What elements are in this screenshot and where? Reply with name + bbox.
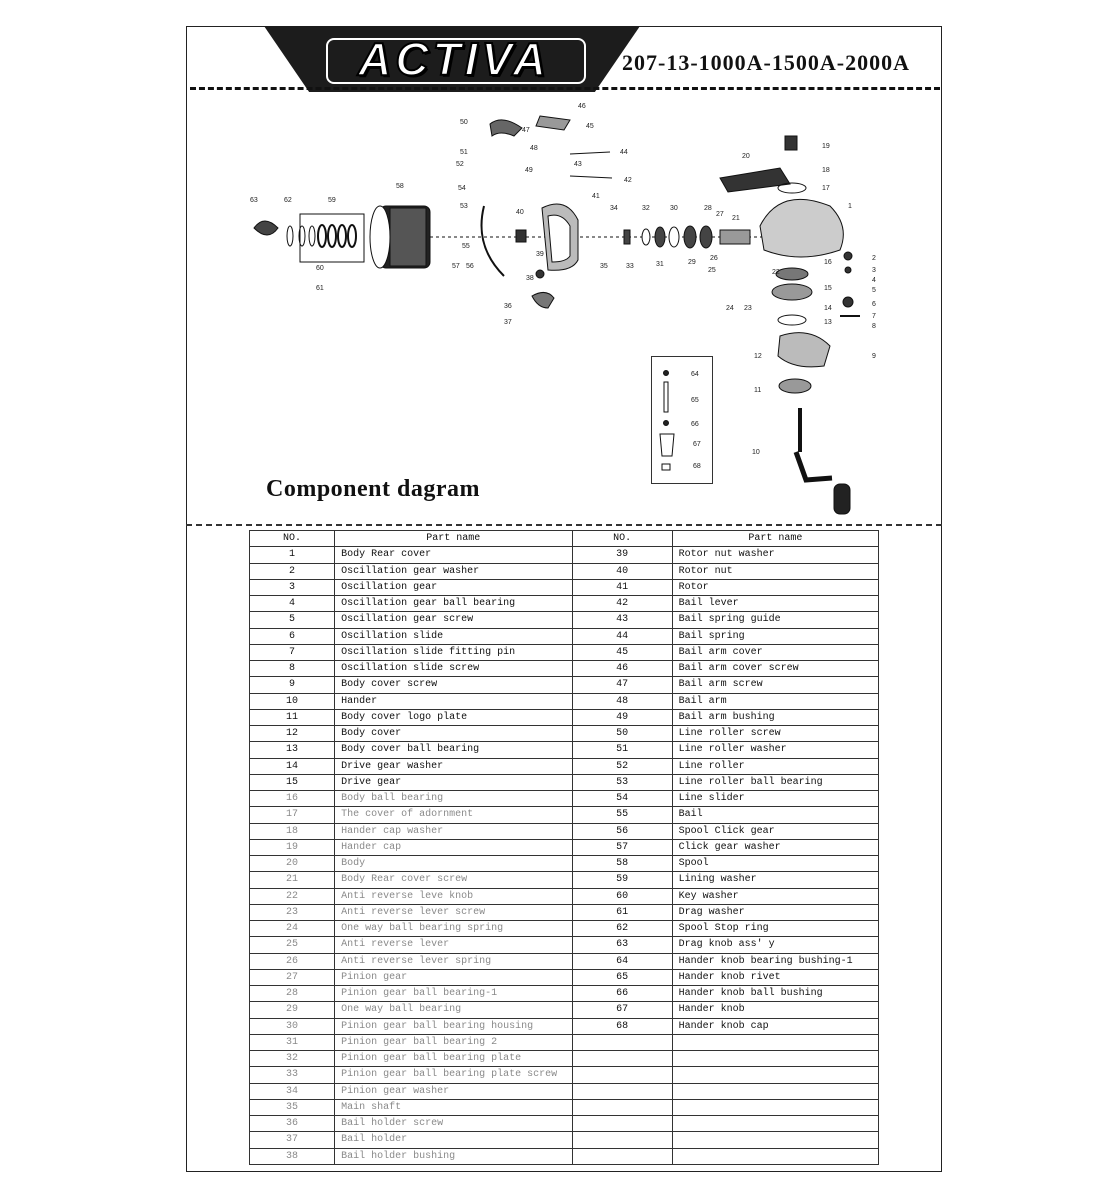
handle-knob-part xyxy=(834,484,850,514)
callout-44: 44 xyxy=(620,149,628,156)
left-part-name: Pinion gear ball bearing 2 xyxy=(335,1034,572,1050)
left-part-no: 35 xyxy=(250,1099,335,1115)
callout-26: 26 xyxy=(710,255,718,262)
left-part-name: One way ball bearing xyxy=(335,1002,572,1018)
table-row xyxy=(250,807,879,823)
left-part-name: Pinion gear ball bearing housing xyxy=(335,1018,572,1034)
right-part-no: 59 xyxy=(572,872,672,888)
body-assembly xyxy=(720,136,860,514)
left-part-name: Body ball bearing xyxy=(335,791,572,807)
left-part-no: 19 xyxy=(250,839,335,855)
callout-40: 40 xyxy=(516,209,524,216)
callout-35: 35 xyxy=(600,263,608,270)
bail-arm-part xyxy=(490,120,522,136)
rotor-assembly xyxy=(482,116,613,308)
callout-32: 32 xyxy=(642,205,650,212)
header-no-left: NO. xyxy=(250,531,335,547)
right-part-no: 55 xyxy=(572,807,672,823)
table-row xyxy=(250,969,879,985)
diagram-title: Component dagram xyxy=(266,476,481,502)
right-part-name: Hander knob rivet xyxy=(672,969,878,985)
callout-8: 8 xyxy=(872,323,876,330)
handle-knob-legend-box xyxy=(651,356,713,484)
table-row xyxy=(250,856,879,872)
callout-39: 39 xyxy=(536,251,544,258)
right-part-no: 65 xyxy=(572,969,672,985)
left-part-name: Hander xyxy=(335,693,572,709)
right-part-name: Line roller xyxy=(672,758,878,774)
right-part-name: Spool Click gear xyxy=(672,823,878,839)
left-part-no: 2 xyxy=(250,563,335,579)
table-row xyxy=(250,644,879,660)
right-part-no-empty xyxy=(572,1132,672,1148)
callout-43: 43 xyxy=(574,161,582,168)
right-part-no: 39 xyxy=(572,547,672,563)
callout-41: 41 xyxy=(592,193,600,200)
table-row xyxy=(250,774,879,790)
right-part-name: Bail arm bushing xyxy=(672,709,878,725)
callout-60: 60 xyxy=(316,265,324,272)
callout-62: 62 xyxy=(284,197,292,204)
left-part-no: 16 xyxy=(250,791,335,807)
callout-28: 28 xyxy=(704,205,712,212)
left-part-no: 5 xyxy=(250,612,335,628)
right-part-name: Bail arm cover xyxy=(672,644,878,660)
left-part-no: 25 xyxy=(250,937,335,953)
table-row xyxy=(250,1002,879,1018)
right-part-name-empty xyxy=(672,1099,878,1115)
right-part-name: Rotor xyxy=(672,579,878,595)
callout-64: 64 xyxy=(691,371,699,378)
callout-63: 63 xyxy=(250,197,258,204)
left-part-no: 15 xyxy=(250,774,335,790)
table-row xyxy=(250,921,879,937)
callout-42: 42 xyxy=(624,177,632,184)
right-part-name: Rotor nut xyxy=(672,563,878,579)
table-row xyxy=(250,1067,879,1083)
left-part-no: 30 xyxy=(250,1018,335,1034)
right-part-name-empty xyxy=(672,1067,878,1083)
left-part-name: Pinion gear ball bearing-1 xyxy=(335,986,572,1002)
right-part-no: 43 xyxy=(572,612,672,628)
callout-51: 51 xyxy=(460,149,468,156)
right-part-no-empty xyxy=(572,1083,672,1099)
right-part-no: 67 xyxy=(572,1002,672,1018)
table-row xyxy=(250,986,879,1002)
table-row xyxy=(250,1083,879,1099)
callout-61: 61 xyxy=(316,285,324,292)
header-no-right: NO. xyxy=(572,531,672,547)
right-part-no: 42 xyxy=(572,596,672,612)
right-part-name-empty xyxy=(672,1034,878,1050)
right-part-name-empty xyxy=(672,1132,878,1148)
model-numbers: 207-13-1000A-1500A-2000A xyxy=(622,50,910,75)
right-part-name: Hander knob ball bushing xyxy=(672,986,878,1002)
rear-cover-part xyxy=(720,168,790,192)
callout-22: 22 xyxy=(772,269,780,276)
left-part-name: Oscillation slide fitting pin xyxy=(335,644,572,660)
left-part-name: Bail holder bushing xyxy=(335,1148,572,1164)
table-row xyxy=(250,1132,879,1148)
table-row xyxy=(250,953,879,969)
left-part-name: Oscillation gear ball bearing xyxy=(335,596,572,612)
left-part-name: Pinion gear ball bearing plate screw xyxy=(335,1067,572,1083)
callout-59: 59 xyxy=(328,197,336,204)
left-part-name: Drive gear xyxy=(335,774,572,790)
left-part-name: Pinion gear xyxy=(335,969,572,985)
left-part-no: 1 xyxy=(250,547,335,563)
right-part-no: 64 xyxy=(572,953,672,969)
right-part-no: 66 xyxy=(572,986,672,1002)
right-part-no-empty xyxy=(572,1099,672,1115)
left-part-name: Body xyxy=(335,856,572,872)
right-part-no-empty xyxy=(572,1116,672,1132)
left-part-no: 36 xyxy=(250,1116,335,1132)
left-part-name: Pinion gear washer xyxy=(335,1083,572,1099)
left-part-no: 38 xyxy=(250,1148,335,1164)
callout-66: 66 xyxy=(691,421,699,428)
right-part-no: 62 xyxy=(572,921,672,937)
left-part-no: 21 xyxy=(250,872,335,888)
right-part-no: 50 xyxy=(572,726,672,742)
left-part-no: 13 xyxy=(250,742,335,758)
right-part-no-empty xyxy=(572,1148,672,1164)
table-row xyxy=(250,547,879,563)
table-row xyxy=(250,791,879,807)
left-part-no: 24 xyxy=(250,921,335,937)
callout-9: 9 xyxy=(872,353,876,360)
callout-45: 45 xyxy=(586,123,594,130)
callout-30: 30 xyxy=(670,205,678,212)
left-part-name: Body Rear cover screw xyxy=(335,872,572,888)
callout-36: 36 xyxy=(504,303,512,310)
left-part-no: 20 xyxy=(250,856,335,872)
callout-10: 10 xyxy=(752,449,760,456)
bail-arm-cover-part xyxy=(536,116,570,130)
table-row xyxy=(250,1116,879,1132)
callout-37: 37 xyxy=(504,319,512,326)
left-part-no: 34 xyxy=(250,1083,335,1099)
right-part-no: 53 xyxy=(572,774,672,790)
right-part-no: 61 xyxy=(572,904,672,920)
right-part-name: Lining washer xyxy=(672,872,878,888)
right-part-name-empty xyxy=(672,1148,878,1164)
right-part-name: Click gear washer xyxy=(672,839,878,855)
table-row xyxy=(250,563,879,579)
right-part-no: 46 xyxy=(572,661,672,677)
right-part-name: Bail arm cover screw xyxy=(672,661,878,677)
callout-33: 33 xyxy=(626,263,634,270)
left-part-name: Body cover ball bearing xyxy=(335,742,572,758)
left-part-name: Body cover xyxy=(335,726,572,742)
callout-1: 1 xyxy=(848,203,852,210)
body-part xyxy=(760,199,843,257)
left-part-no: 14 xyxy=(250,758,335,774)
pinion-assembly xyxy=(624,226,750,248)
header-part-name-left: Part name xyxy=(335,531,572,547)
callout-29: 29 xyxy=(688,259,696,266)
right-part-no: 68 xyxy=(572,1018,672,1034)
left-part-name: Anti reverse leve knob xyxy=(335,888,572,904)
left-part-no: 33 xyxy=(250,1067,335,1083)
left-part-no: 12 xyxy=(250,726,335,742)
callout-68: 68 xyxy=(693,463,701,470)
right-part-name-empty xyxy=(672,1051,878,1067)
right-part-no: 51 xyxy=(572,742,672,758)
right-part-name: Drag washer xyxy=(672,904,878,920)
callout-31: 31 xyxy=(656,261,664,268)
callout-18: 18 xyxy=(822,167,830,174)
callout-7: 7 xyxy=(872,313,876,320)
callout-67: 67 xyxy=(693,441,701,448)
table-row xyxy=(250,1099,879,1115)
callout-56: 56 xyxy=(466,263,474,270)
left-part-no: 8 xyxy=(250,661,335,677)
right-part-no: 48 xyxy=(572,693,672,709)
left-part-no: 22 xyxy=(250,888,335,904)
left-part-name: Hander cap xyxy=(335,839,572,855)
right-part-name: Hander knob cap xyxy=(672,1018,878,1034)
left-part-no: 18 xyxy=(250,823,335,839)
right-part-name: Bail xyxy=(672,807,878,823)
table-row xyxy=(250,596,879,612)
callout-5: 5 xyxy=(872,287,876,294)
right-part-no: 40 xyxy=(572,563,672,579)
left-part-no: 32 xyxy=(250,1051,335,1067)
right-part-name: Hander knob xyxy=(672,1002,878,1018)
table-row xyxy=(250,937,879,953)
left-part-no: 9 xyxy=(250,677,335,693)
header-divider xyxy=(190,87,940,90)
right-part-name: Bail lever xyxy=(672,596,878,612)
right-part-no: 54 xyxy=(572,791,672,807)
right-part-no-empty xyxy=(572,1067,672,1083)
callout-54: 54 xyxy=(458,185,466,192)
left-part-no: 23 xyxy=(250,904,335,920)
left-part-no: 37 xyxy=(250,1132,335,1148)
callout-57: 57 xyxy=(452,263,460,270)
left-part-name: Bail holder screw xyxy=(335,1116,572,1132)
callout-2: 2 xyxy=(872,255,876,262)
left-part-name: Body Rear cover xyxy=(335,547,572,563)
parts-table xyxy=(249,530,879,1165)
left-part-no: 7 xyxy=(250,644,335,660)
right-part-no: 60 xyxy=(572,888,672,904)
callout-58: 58 xyxy=(396,183,404,190)
table-row xyxy=(250,904,879,920)
right-part-no-empty xyxy=(572,1051,672,1067)
table-row xyxy=(250,661,879,677)
left-part-no: 27 xyxy=(250,969,335,985)
table-row xyxy=(250,677,879,693)
left-part-no: 26 xyxy=(250,953,335,969)
table-row xyxy=(250,872,879,888)
right-part-name: Spool Stop ring xyxy=(672,921,878,937)
right-part-no: 56 xyxy=(572,823,672,839)
right-part-no: 47 xyxy=(572,677,672,693)
left-part-no: 17 xyxy=(250,807,335,823)
right-part-name: Line roller ball bearing xyxy=(672,774,878,790)
callout-11: 11 xyxy=(754,387,762,394)
right-part-name: Line roller washer xyxy=(672,742,878,758)
table-row xyxy=(250,693,879,709)
table-row xyxy=(250,1148,879,1164)
callout-48: 48 xyxy=(530,145,538,152)
callout-52: 52 xyxy=(456,161,464,168)
callout-25: 25 xyxy=(708,267,716,274)
callout-49: 49 xyxy=(525,167,533,174)
right-part-no: 58 xyxy=(572,856,672,872)
right-part-name: Rotor nut washer xyxy=(672,547,878,563)
left-part-name: Oscillation gear washer xyxy=(335,563,572,579)
table-row xyxy=(250,839,879,855)
callout-47: 47 xyxy=(522,127,530,134)
left-part-no: 31 xyxy=(250,1034,335,1050)
left-part-name: One way ball bearing spring xyxy=(335,921,572,937)
left-part-no: 29 xyxy=(250,1002,335,1018)
callout-12: 12 xyxy=(754,353,762,360)
callout-14: 14 xyxy=(824,305,832,312)
callout-3: 3 xyxy=(872,267,876,274)
right-part-no: 49 xyxy=(572,709,672,725)
table-row xyxy=(250,709,879,725)
exploded-component-diagram xyxy=(240,96,920,520)
left-part-no: 11 xyxy=(250,709,335,725)
right-part-name: Spool xyxy=(672,856,878,872)
right-part-name: Key washer xyxy=(672,888,878,904)
left-part-no: 6 xyxy=(250,628,335,644)
callout-19: 19 xyxy=(822,143,830,150)
right-part-no: 44 xyxy=(572,628,672,644)
table-row xyxy=(250,742,879,758)
right-part-name: Bail spring xyxy=(672,628,878,644)
table-row xyxy=(250,628,879,644)
callout-53: 53 xyxy=(460,203,468,210)
callout-17: 17 xyxy=(822,185,830,192)
handle-part xyxy=(796,452,832,480)
table-row xyxy=(250,1034,879,1050)
callout-16: 16 xyxy=(824,259,832,266)
right-part-no-empty xyxy=(572,1034,672,1050)
table-row xyxy=(250,579,879,595)
right-part-name: Bail arm screw xyxy=(672,677,878,693)
right-part-no: 52 xyxy=(572,758,672,774)
callout-21: 21 xyxy=(732,215,740,222)
callout-38: 38 xyxy=(526,275,534,282)
callout-20: 20 xyxy=(742,153,750,160)
right-part-name: Hander knob bearing bushing-1 xyxy=(672,953,878,969)
callout-34: 34 xyxy=(610,205,618,212)
callout-15: 15 xyxy=(824,285,832,292)
bail-part xyxy=(482,206,505,276)
left-part-name: Body cover logo plate xyxy=(335,709,572,725)
left-part-name: Oscillation slide xyxy=(335,628,572,644)
left-part-name: Bail holder xyxy=(335,1132,572,1148)
table-row xyxy=(250,612,879,628)
left-part-name: Pinion gear ball bearing plate xyxy=(335,1051,572,1067)
body-cover-part xyxy=(778,333,830,367)
right-part-name: Bail arm xyxy=(672,693,878,709)
washer-bracket xyxy=(300,214,364,262)
callout-24: 24 xyxy=(726,305,734,312)
right-part-name: Drag knob ass' y xyxy=(672,937,878,953)
left-part-name: Main shaft xyxy=(335,1099,572,1115)
callout-23: 23 xyxy=(744,305,752,312)
right-part-name-empty xyxy=(672,1083,878,1099)
callout-27: 27 xyxy=(716,211,724,218)
header-part-name-right: Part name xyxy=(672,531,878,547)
table-row xyxy=(250,726,879,742)
table-row xyxy=(250,758,879,774)
right-part-name: Line roller screw xyxy=(672,726,878,742)
left-part-no: 28 xyxy=(250,986,335,1002)
right-part-no: 45 xyxy=(572,644,672,660)
callout-65: 65 xyxy=(691,397,699,404)
left-part-name: Hander cap washer xyxy=(335,823,572,839)
left-part-no: 4 xyxy=(250,596,335,612)
brand-logo: ACTIVA xyxy=(358,33,550,85)
right-part-no: 41 xyxy=(572,579,672,595)
left-part-name: Oscillation gear xyxy=(335,579,572,595)
table-row xyxy=(250,823,879,839)
left-part-name: Anti reverse lever xyxy=(335,937,572,953)
parts-table-body xyxy=(250,547,879,1165)
left-part-name: Body cover screw xyxy=(335,677,572,693)
right-part-no: 57 xyxy=(572,839,672,855)
bail-holder-part xyxy=(532,292,554,308)
left-part-name: Drive gear washer xyxy=(335,758,572,774)
callout-6: 6 xyxy=(872,301,876,308)
table-row xyxy=(250,1051,879,1067)
left-part-no: 10 xyxy=(250,693,335,709)
section-divider xyxy=(186,524,942,526)
callout-55: 55 xyxy=(462,243,470,250)
stop-ring-part xyxy=(287,226,293,246)
callout-46: 46 xyxy=(578,103,586,110)
left-part-name: The cover of adornment xyxy=(335,807,572,823)
table-row xyxy=(250,1018,879,1034)
table-header-row xyxy=(250,531,879,547)
left-part-name: Anti reverse lever screw xyxy=(335,904,572,920)
drag-knob-part xyxy=(254,221,278,235)
right-part-no: 63 xyxy=(572,937,672,953)
right-part-name: Line slider xyxy=(672,791,878,807)
callout-4: 4 xyxy=(872,277,876,284)
callout-13: 13 xyxy=(824,319,832,326)
callout-50: 50 xyxy=(460,119,468,126)
left-part-name: Oscillation slide screw xyxy=(335,661,572,677)
right-part-name: Bail spring guide xyxy=(672,612,878,628)
left-part-name: Oscillation gear screw xyxy=(335,612,572,628)
right-part-name-empty xyxy=(672,1116,878,1132)
table-row xyxy=(250,888,879,904)
left-part-name: Anti reverse lever spring xyxy=(335,953,572,969)
left-part-no: 3 xyxy=(250,579,335,595)
